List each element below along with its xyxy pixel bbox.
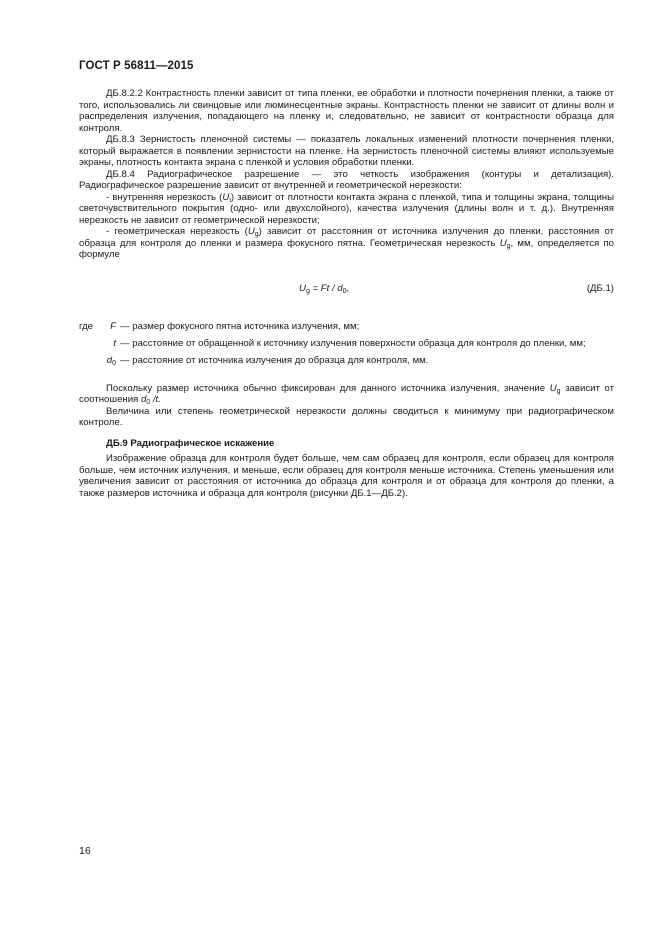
formula-tail: , — [346, 282, 350, 294]
text-run: - геометрическая нерезкость ( — [106, 226, 248, 237]
paragraph-film-granularity: ДБ.8.3 Зернистость пленочной системы — показатель локальных изменений плотности почернения пленки, который выражается в появлении зернистости на пленке. На зернистость пленочной системы влияют используемые экраны, плотность контакта экрана с пленкой и условия обработки пленки. — [79, 134, 614, 168]
where-word: где — [79, 320, 94, 332]
where-item-t — [79, 338, 614, 352]
paragraph-inherent-unsharpness — [79, 192, 614, 227]
symbol-u: U — [247, 226, 255, 237]
formula-lhs-subscript: g — [305, 287, 310, 295]
where-symbol — [113, 338, 116, 350]
subscript-g: g — [254, 231, 259, 238]
text-run: Поскольку размер источника обычно фиксирован для данного источника излучения, значение — [106, 382, 550, 394]
paragraph-minimize-unsharpness: Величина или степень геометрической нерезкости должны сводиться к минимуму при радиографическом контроле. — [79, 405, 614, 428]
where-item-d0 — [79, 355, 614, 369]
formula-lhs: U — [299, 282, 306, 294]
where-symbol — [107, 355, 116, 367]
formula-db1 — [79, 283, 614, 299]
symbol-u: U — [222, 191, 230, 203]
where-definition: — расстояние от обращенной к источнику излучения поверхности образца для контроля до пленки, мм; — [120, 337, 586, 349]
section-heading: ДБ.9 Радиографическое искажение — [106, 437, 275, 449]
where-item-f — [79, 321, 614, 335]
formula-rhs: = Ft / d — [309, 282, 343, 294]
subscript-i: i — [229, 196, 231, 204]
document-header: ГОСТ Р 56811—2015 — [79, 60, 194, 72]
equation-number: (ДБ.1) — [586, 282, 614, 294]
subscript-0: 0 — [146, 399, 151, 406]
text-run: зависит от соотношения — [79, 382, 615, 405]
formula-expression — [299, 283, 349, 295]
symbol-u: U — [549, 382, 557, 394]
text-run: /t. — [150, 394, 161, 405]
text-run: ) зависит от плотности контакта экрана с пленкой, типа и толщины экрана, толщины светочувствительного покрытия (одно- или двухслойного), качества излучения (длины волн и т. д.). Внутренняя нерезкость не зависит от геометрической нерезкости; — [79, 191, 614, 226]
symbol-d: d — [106, 354, 113, 366]
page-number: 16 — [79, 845, 91, 857]
text-run: - внутренняя нерезкость ( — [106, 191, 223, 203]
where-symbol — [110, 321, 116, 333]
where-definition: — расстояние от источника излучения до образца для контроля, мм. — [120, 354, 429, 366]
subscript-g: g — [556, 387, 561, 395]
paragraph-geometric-unsharpness — [79, 226, 614, 261]
subscript-g: g — [506, 242, 511, 250]
text-run: ) зависит от расстояния от источника излучения до пленки, расстояния от образца для контроля до пленки и размера фокусного пятна. Геометрическая нерезкость — [79, 226, 614, 249]
paragraph-radiographic-distortion: Изображение образца для контроля будет больше, чем сам образец для контроля, если образец для контроля больше, чем источник излучения, и меньше, если образец для контроля меньше источника. Степень уменьшения или увеличения зависит от расстояния от источника до образца для контроля и от образца для контроля до пленки, а также размеров источника и образца для контроля (рисунки ДБ.1—ДБ.2). — [79, 453, 614, 499]
symbol-f: F — [110, 320, 116, 332]
paragraph-radiographic-resolution: ДБ.8.4 Радиографическое разрешение — это четкость изображения (контуры и детализация). Радиографическое разрешение зависит от внутренней и геометрической нерезкости: — [79, 168, 614, 191]
symbol-u: U — [499, 237, 507, 249]
text-run: , мм, определяется по формуле — [79, 237, 614, 260]
symbol-d: d — [140, 394, 147, 405]
formula-rhs-subscript: 0 — [342, 287, 347, 295]
page-body — [79, 88, 614, 499]
where-definition: — размер фокусного пятна источника излучения, мм; — [120, 320, 360, 332]
paragraph-source-size — [79, 383, 614, 406]
symbol-subscript: 0 — [112, 359, 116, 367]
symbol-t: t — [113, 337, 116, 349]
paragraph-film-contrast: ДБ.8.2.2 Контрастность пленки зависит от типа пленки, ее обработки и плотности почернения пленки, а также от того, использовались ли свинцовые или люминесцентные экраны. Контрастность пленки не зависит от длины волн и распределения излучения, попадающего на пленку и, следовательно, не зависит от контрастности образца для контроля. — [79, 88, 614, 134]
